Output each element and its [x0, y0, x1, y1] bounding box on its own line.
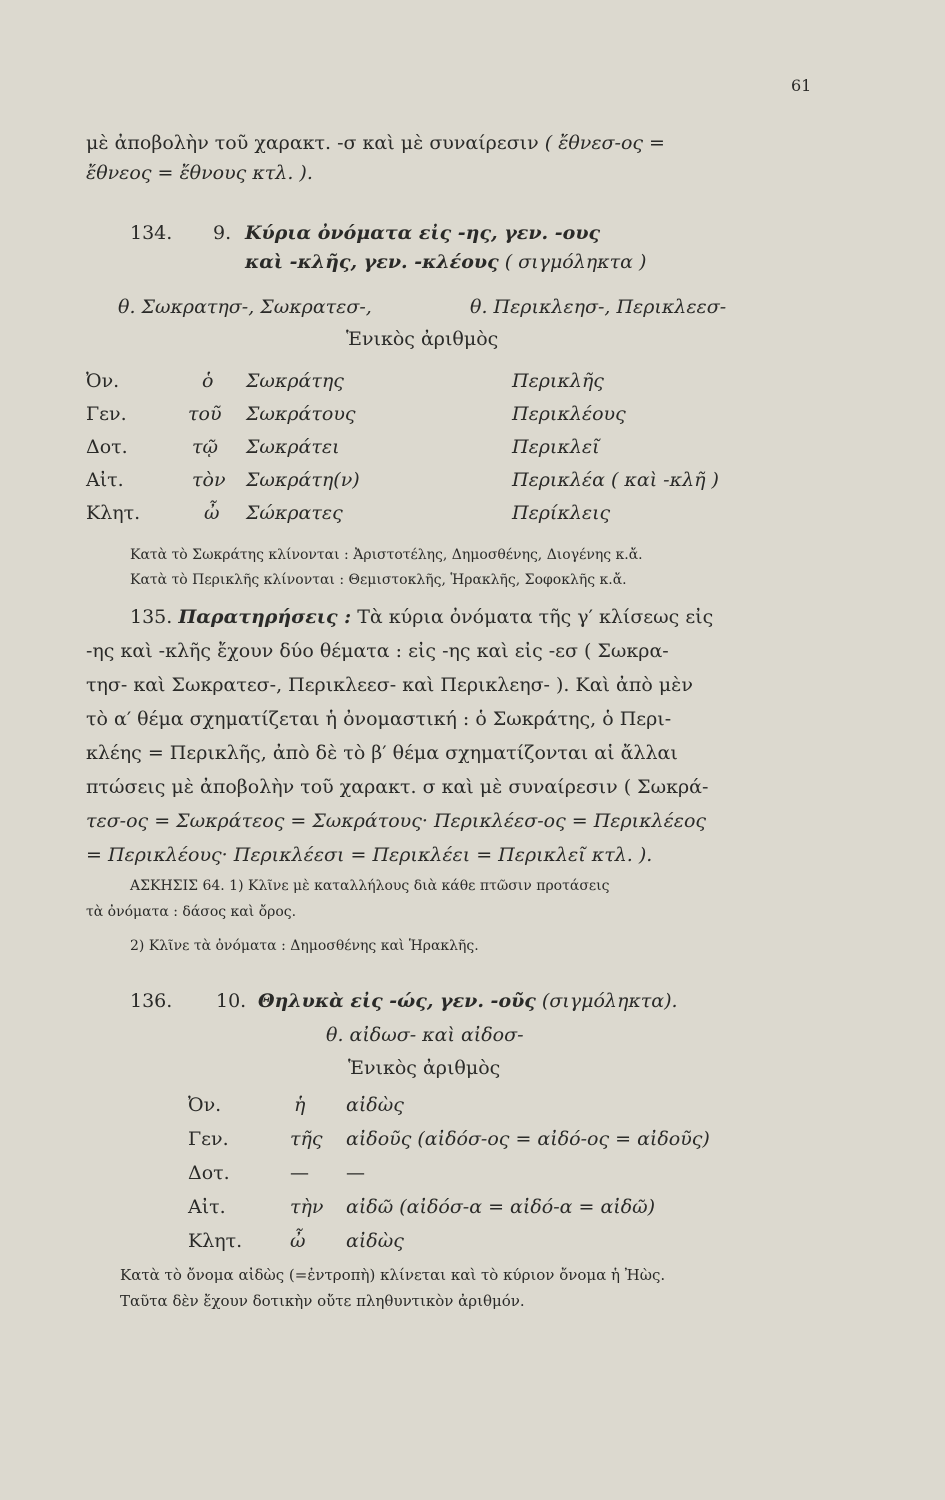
form-pericles: Περικλεῖ: [512, 436, 600, 458]
paragraph-line: τὸ α′ θέμα σχηματίζεται ἡ ὀνομαστική : ὁ Σωκράτης, ὁ Περι-: [86, 708, 672, 730]
form-socrates: Σωκράτους: [246, 403, 356, 425]
section-heading: Κύρια ὀνόματα εἰς -ης, γεν. -ους: [245, 222, 601, 244]
article: τὴν: [290, 1196, 324, 1218]
case-label: Κλητ.: [86, 502, 141, 524]
form-pericles: Περικλῆς: [512, 370, 604, 392]
form: αἰδὼς: [346, 1094, 404, 1116]
intro-example: ( ἔθνεσ-ος =: [544, 132, 665, 154]
form-socrates: Σώκρατες: [246, 502, 343, 524]
article: ὁ: [202, 370, 214, 392]
stems-pericles: θ. Περικλεησ-, Περικλεεσ-: [470, 296, 727, 318]
subsection-number: 9.: [213, 222, 232, 244]
exercise-64-line-1: ΑΣΚΗΣΙΣ 64. 1) Κλῖνε μὲ καταλλήλους διὰ κάθε πτῶσιν προτάσεις: [130, 878, 610, 894]
note-no-dative: Ταῦτα δὲν ἔχουν δοτικὴν οὔτε πληθυντικὸν ἀριθμόν.: [120, 1292, 525, 1310]
heading-bold: καὶ -κλῆς, γεν. -κλέους: [245, 251, 499, 273]
paragraph-line: = Περικλέους· Περικλέεσι = Περικλέει = Περικλεῖ κτλ. ).: [86, 844, 653, 866]
form: αἰδοῦς (αἰδόσ-ος = αἰδό-ος = αἰδοῦς): [346, 1128, 710, 1150]
form: αἰδὼς: [346, 1230, 404, 1252]
note-pericles: Κατὰ τὸ Περικλῆς κλίνονται : Θεμιστοκλῆς, Ἡρακλῆς, Σοφοκλῆς κ.ἄ.: [130, 572, 627, 588]
paragraph-line: πτώσεις μὲ ἀποβολὴν τοῦ χαρακτ. σ καὶ μὲ συναίρεσιν ( Σωκρά-: [86, 776, 709, 798]
section-title: Παρατηρήσεις :: [178, 606, 352, 628]
paragraph-line: -ης καὶ -κλῆς ἔχουν δύο θέματα : εἰς -ης καὶ εἰς -εσ ( Σωκρα-: [86, 640, 669, 662]
article: τοῦ: [188, 403, 222, 425]
article: ὦ: [204, 502, 220, 524]
stems-aidos: θ. αἰδωσ- καὶ αἰδοσ-: [326, 1024, 524, 1046]
note-socrates: Κατὰ τὸ Σωκράτης κλίνονται : Ἀριστοτέλης, Δημοσθένης, Διογένης κ.ἄ.: [130, 547, 643, 563]
case-label: Γεν.: [86, 403, 127, 425]
section-heading: [258, 990, 678, 1012]
subsection-number: 10.: [216, 990, 247, 1012]
case-label: Γεν.: [188, 1128, 229, 1150]
form-pericles: Περικλέα ( καὶ -κλῆ ): [512, 469, 719, 491]
section-heading-2: [245, 251, 646, 273]
heading-bold: Θηλυκὰ εἰς -ώς, γεν. -οῦς: [258, 990, 536, 1012]
form-pericles: Περικλέους: [512, 403, 626, 425]
page-number: 61: [791, 76, 812, 95]
article: τῆς: [290, 1128, 323, 1150]
form-pericles: Περίκλεις: [512, 502, 611, 524]
paragraph-line: τεσ-ος = Σωκράτεος = Σωκράτους· Περικλέεσ-ος = Περικλέεος: [86, 810, 707, 832]
paragraph-line: κλέης = Περικλῆς, ἀπὸ δὲ τὸ β′ θέμα σχηματίζονται αἱ ἄλλαι: [86, 742, 678, 764]
case-label: Αἰτ.: [86, 469, 124, 491]
form-socrates: Σωκράτης: [246, 370, 344, 392]
paragraph-line: τησ- καὶ Σωκρατεσ-, Περικλεεσ- καὶ Περικλεησ- ). Καὶ ἀπὸ μὲν: [86, 674, 693, 696]
number-label: Ἑνικὸς ἀριθμὸς: [348, 1057, 501, 1079]
section-135-line-1: [130, 606, 713, 628]
form: αἰδῶ (αἰδόσ-α = αἰδό-α = αἰδῶ): [346, 1196, 656, 1218]
case-label: Δοτ.: [188, 1162, 230, 1184]
heading-italic: ( σιγμόληκτα ): [504, 251, 647, 273]
form-socrates: Σωκράτει: [246, 436, 340, 458]
intro-text: μὲ ἀποβολὴν τοῦ χαρακτ. -σ καὶ μὲ συναίρεσιν: [86, 132, 539, 154]
case-label: Ὀν.: [86, 370, 120, 392]
exercise-64-line-2: τὰ ὀνόματα : δάσος καὶ ὄρος.: [86, 904, 297, 920]
case-label: Δοτ.: [86, 436, 128, 458]
form: —: [346, 1162, 365, 1184]
article: ὦ: [290, 1230, 306, 1252]
intro-line-2: ἔθνεος = ἔθνους κτλ. ).: [86, 162, 313, 184]
section-number-135: 135.: [130, 606, 173, 628]
intro-line-1: [86, 132, 665, 154]
case-label: Αἰτ.: [188, 1196, 226, 1218]
form-socrates: Σωκράτη(ν): [246, 469, 360, 491]
stems-socrates: θ. Σωκρατησ-, Σωκρατεσ-,: [118, 296, 372, 318]
exercise-64-part-2: 2) Κλῖνε τὰ ὀνόματα : Δημοσθένης καὶ Ἡρακλῆς.: [130, 938, 479, 954]
case-label: Κλητ.: [188, 1230, 243, 1252]
section-number-134: 134.: [130, 222, 173, 244]
section-number-136: 136.: [130, 990, 173, 1012]
heading-italic: (σιγμόληκτα).: [541, 990, 678, 1012]
number-label: Ἑνικὸς ἀριθμὸς: [346, 328, 499, 350]
note-aidos: Κατὰ τὸ ὄνομα αἰδὼς (=ἐντροπὴ) κλίνεται καὶ τὸ κύριον ὄνομα ἡ Ἠὼς.: [120, 1266, 666, 1284]
case-label: Ὀν.: [188, 1094, 222, 1116]
paragraph-text: Τὰ κύρια ὀνόματα τῆς γ′ κλίσεως εἰς: [357, 606, 714, 628]
article: —: [290, 1162, 309, 1184]
article: τῷ: [192, 436, 219, 458]
article: ἡ: [294, 1094, 306, 1116]
article: τὸν: [192, 469, 226, 491]
